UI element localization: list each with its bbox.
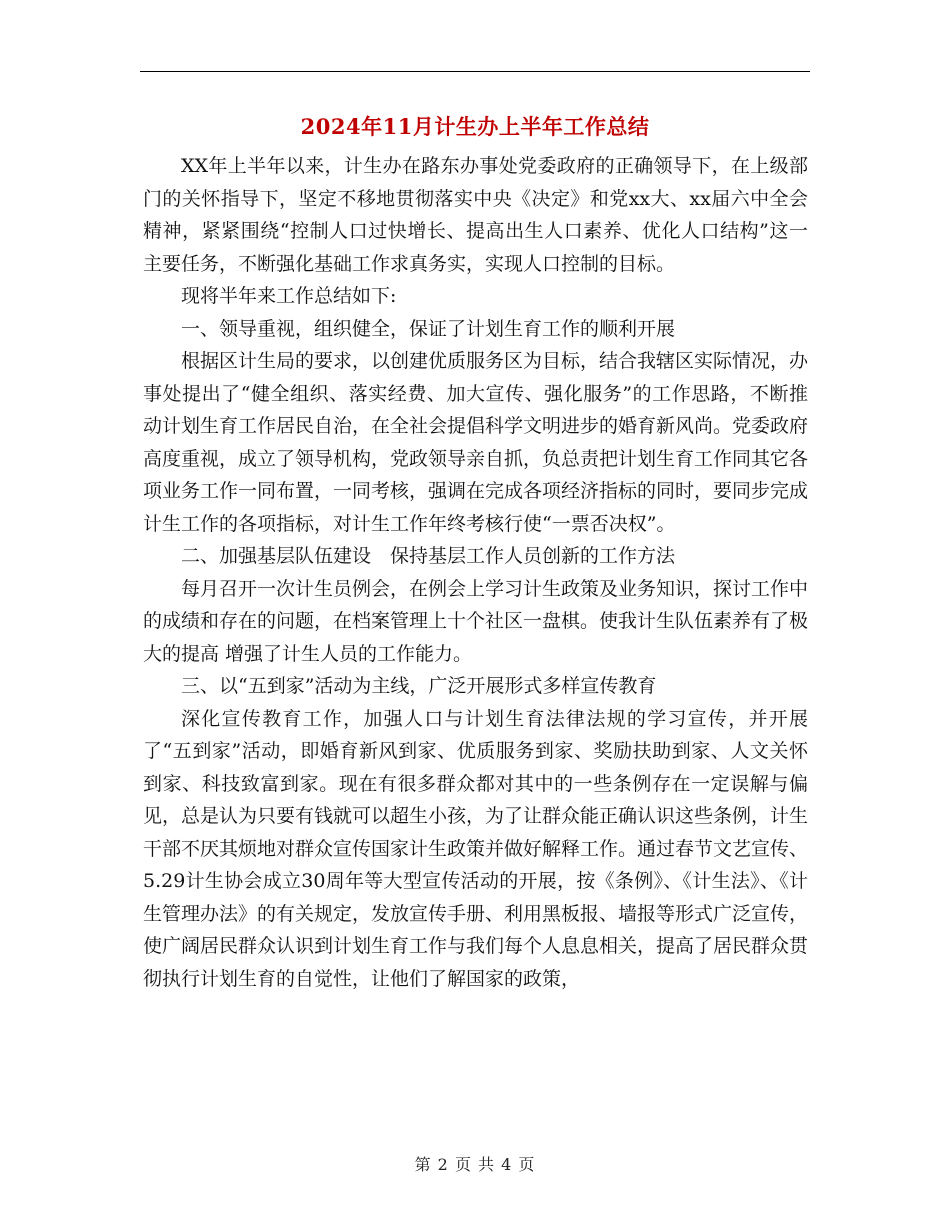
page-number-footer: 第 2 页 共 4 页 [414, 1155, 536, 1174]
document-title: 2024年11月计生办上半年工作总结 [300, 114, 650, 139]
section-heading-3: 三、以“五到家”活动为主线，广泛开展形式多样宣传教育 [181, 675, 657, 697]
section-heading-2: 二、加强基层队伍建设 保持基层工作人员创新的工作方法 [181, 545, 676, 567]
document-body [143, 150, 808, 995]
section-heading-1: 一、领导重视，组织健全，保证了计划生育工作的顺利开展 [181, 317, 676, 340]
paragraph-section-3: 深化宣传教育工作，加强人口与计划生育法律法规的学习宣传，并开展了“五到家”活动，即婚育新风到家、优质服务到家、奖励扶助到家、人文关怀到家、科技致富到家。现在有很多群众都对其中的一些条例存在一定误解与偏见，总是认为只要有钱就可以超生小孩，为了让群众能正确认识这些条例，计生干部不厌其烦地对群众宣传国家计生政策并做好解释工作。通过春节文艺宣传、5.29计生协会成立30周年等大型宣传活动的开展，按《条例》、《计生法》、《计生管理办法》的有关规定，发放宣传手册、利用黑板报、墙报等形式广泛宣传，使广阔居民群众认识到计划生育工作与我们每个人息息相关，提高了居民群众贯彻执行计划生育的自觉性，让他们了解国家的政策， [143, 707, 809, 990]
paragraph-intro: XX年上半年以来，计生办在路东办事处党委政府的正确领导下，在上级部门的关怀指导下，坚定不移地贯彻落实中央《决定》和党xx大、xx届六中全会精神，紧紧围绕“控制人口过快增长、提高出生人口素养、优化人口结构”这一主要任务，不断强化基础工作求真务实，实现人口控制的目标。 [143, 155, 808, 275]
paragraph-section-1: 根据区计生局的要求，以创建优质服务区为目标，结合我辖区实际情况，办事处提出了“健全组织、落实经费、加大宣传、强化服务”的工作思路，不断推动计划生育工作居民自治，在全社会提倡科学文明进步的婚育新风尚。党委政府高度重视，成立了领导机构，党政领导亲自抓，负总责把计划生育工作同其它各项业务工作一同布置，一同考核，强调在完成各项经济指标的同时，要同步完成计生工作的各项指标，对计生工作年终考核行使“一票否决权”。 [143, 350, 809, 535]
paragraph-section-2: 每月召开一次计生员例会，在例会上学习计生政策及业务知识，探讨工作中的成绩和存在的问题，在档案管理上十个社区一盘棋。使我计生队伍素养有了极大的提高 增强了计生人员的工作能力。 [143, 577, 809, 665]
header-rule [140, 71, 810, 72]
paragraph-summary-lead: 现将半年来工作总结如下: [181, 285, 397, 307]
